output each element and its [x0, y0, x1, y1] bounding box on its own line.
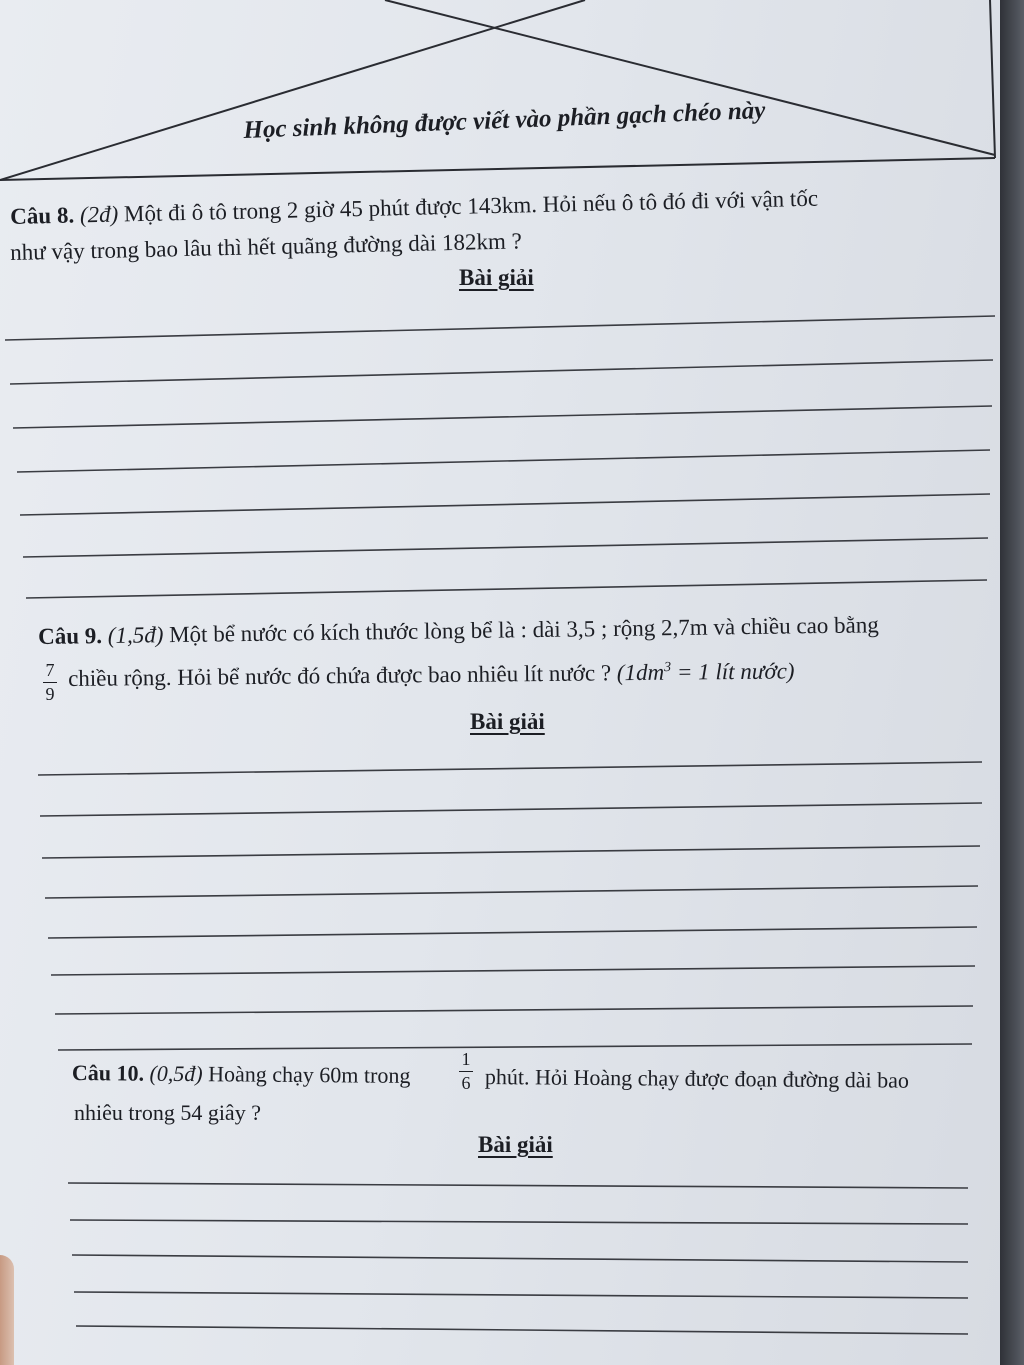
question-9-fraction-numerator: 7 — [45, 660, 55, 680]
question-9-note-sup: 3 — [664, 660, 672, 676]
question-8-solution-label: Bài giải — [459, 265, 534, 290]
finger-edge — [0, 1255, 14, 1365]
question-10-text-1a: Hoàng chạy 60m trong — [208, 1061, 411, 1088]
question-10-fraction-denominator: 6 — [461, 1073, 471, 1093]
question-8-points: (2đ) — [79, 201, 119, 228]
question-8-text-1: Một đi ô tô trong 2 giờ 45 phút được 143km. Hỏi nếu ô tô đó đi với vận tốc — [123, 185, 819, 227]
question-10-points: (0,5đ) — [149, 1060, 203, 1087]
answer-lines — [5, 316, 995, 1334]
question-10-fraction — [459, 1050, 473, 1092]
question-9-note-end: = 1 lít nước) — [671, 658, 795, 685]
crossed-out-banner — [0, 0, 995, 180]
question-9-points: (1,5đ) — [107, 622, 164, 649]
question-9-note-start: (1dm — [616, 659, 665, 686]
fraction-bar — [43, 682, 57, 683]
question-10-label: Câu 10. — [71, 1060, 145, 1086]
question-9-label: Câu 9. — [37, 623, 103, 649]
question-8-text-2: như vậy trong bao lâu thì hết quãng đường dài 182km ? — [9, 228, 523, 265]
question-9-note — [617, 658, 795, 685]
question-9-solution-label: Bài giải — [470, 709, 545, 734]
banner-text: Học sinh không được viết vào phần gạch chéo này — [242, 96, 766, 144]
fraction-bar — [459, 1071, 473, 1072]
question-8-label: Câu 8. — [9, 202, 75, 229]
question-9-fraction-denominator: 9 — [45, 684, 55, 704]
question-10-text-1b: phút. Hỏi Hoàng chạy được đoạn đường dài bao — [484, 1064, 910, 1093]
question-10-text-2: nhiêu trong 54 giây ? — [74, 1100, 261, 1125]
question-10-line-1 — [72, 1062, 411, 1087]
question-9-fraction — [43, 661, 57, 703]
question-10-solution-label: Bài giải — [478, 1132, 553, 1157]
question-9-text-2: chiều rộng. Hỏi bể nước đó chứa được bao nhiêu lít nước ? — [67, 660, 612, 691]
question-9-text-1: Một bể nước có kích thước lòng bể là : dài 3,5 ; rộng 2,7m và chiều cao bằng — [168, 612, 879, 648]
page-edge-shadow — [1000, 0, 1024, 1365]
question-10-fraction-numerator: 1 — [461, 1049, 471, 1069]
